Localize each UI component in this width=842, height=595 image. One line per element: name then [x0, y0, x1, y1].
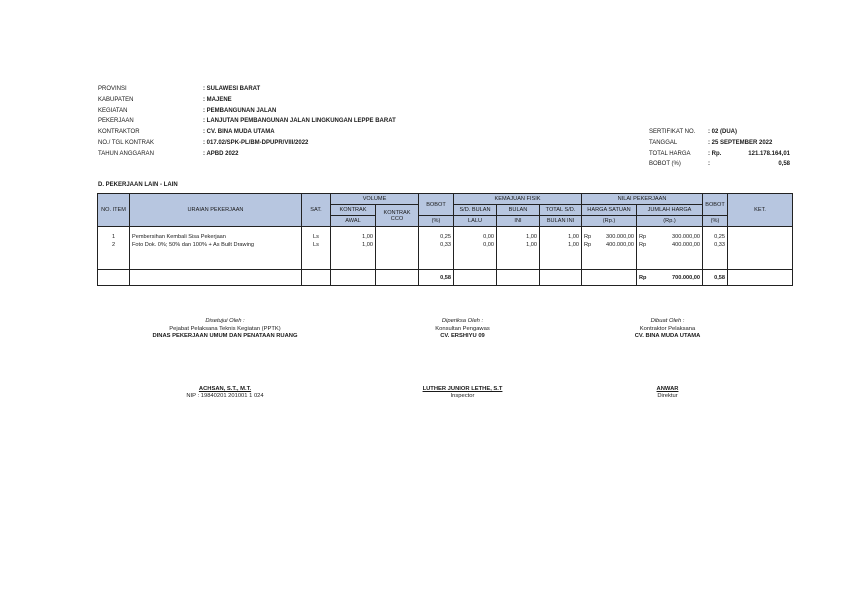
- col-header-kontrak-awal: KONTRAK: [331, 205, 376, 216]
- col-header-rp-2: (Rp.): [637, 216, 703, 227]
- header-info-right: [649, 127, 790, 170]
- header-row-kabupaten: KABUPATEN : MAJENE: [98, 96, 232, 103]
- col-header-sat: SAT.: [302, 194, 331, 227]
- table-padding: [98, 249, 793, 270]
- header-row-total-harga: TOTAL HARGA : Rp. 121.178.164,01: [649, 150, 790, 157]
- col-header-rp-1: (Rp.): [582, 216, 637, 227]
- header-row-bobot: BOBOT (%) : 0,58: [649, 161, 790, 168]
- col-header-kemajuan: KEMAJUAN FISIK: [454, 194, 582, 205]
- col-header-volume: VOLUME: [331, 194, 419, 205]
- header-row-kontraktor: KONTRAKTOR : CV. BINA MUDA UTAMA: [98, 129, 275, 136]
- section-title: D. PEKERJAAN LAIN - LAIN: [98, 182, 178, 188]
- col-header-sd-bulan: S/D. BULAN: [454, 205, 497, 216]
- header-row-tanggal: TANGGAL : 25 SEPTEMBER 2022: [649, 139, 773, 146]
- signature-kontraktor: Dibuat Oleh : Kontraktor Pelaksana CV. BINA MUDA UTAMA ANWAR Direktur: [634, 318, 701, 399]
- header-row-pekerjaan: PEKERJAAN : LANJUTAN PEMBANGUNAN JALAN LINGKUNGAN LEPPE BARAT: [98, 118, 396, 125]
- header-row-kegiatan: KEGIATAN : PEMBANGUNAN JALAN: [98, 107, 277, 114]
- table-row: 2 Foto Dok. 0%; 50% dan 100% + As Built Drawing Ls 1,00 0,33 0,00 1,00 1,00 Rp 400.000,00 Rp 400.000,00 0,33: [98, 241, 793, 249]
- col-header-bulan: BULAN: [497, 205, 540, 216]
- col-header-ket: KET.: [728, 194, 793, 227]
- col-header-harga-satuan: HARGA SATUAN: [582, 205, 637, 216]
- col-header-bobot2-pct: (%): [703, 216, 728, 227]
- table-total-row: 0,58 Rp 700.000,00 0,58: [98, 270, 793, 286]
- col-header-bobot-pct: (%): [419, 216, 454, 227]
- col-header-no: NO. ITEM: [98, 194, 130, 227]
- col-header-lalu: LALU: [454, 216, 497, 227]
- col-header-awal: AWAL: [331, 216, 376, 227]
- work-table: [97, 193, 793, 286]
- header-row-sertifikat: SERTIFIKAT NO. : 02 (DUA): [649, 129, 738, 135]
- header-row-kontrak: NO./ TGL KONTRAK : 017.02/SPK-PL/BM-DPUPR/VIII/2022: [98, 139, 309, 146]
- col-header-nilai: NILAI PEKERJAAN: [582, 194, 703, 205]
- table-row: 1 Pembersihan Kembali Sisa Pekerjaan Ls 1,00 0,25 0,00 1,00 1,00 Rp 300.000,00 Rp 300.000,00 0,25: [98, 233, 793, 241]
- header-row-provinsi: PROVINSI : SULAWESI BARAT: [98, 86, 261, 92]
- signature-konsultan: Diperiksa Oleh : Konsultan Pengawas CV. ERSHIYU 09 LUTHER JUNIOR LETHE, S.T Inspector: [422, 318, 503, 399]
- col-header-kontrak-cco: KONTRAK CCO: [376, 205, 419, 227]
- col-header-jumlah-harga: JUMLAH HARGA: [637, 205, 703, 216]
- col-header-bobot: BOBOT: [419, 194, 454, 216]
- header-info-left: [98, 84, 396, 160]
- col-header-total: TOTAL S/D.: [540, 205, 582, 216]
- col-header-bulan-ini: BULAN INI: [540, 216, 582, 227]
- col-header-uraian: URAIAN PEKERJAAN: [130, 194, 302, 227]
- col-header-bobot2: BOBOT: [703, 194, 728, 216]
- col-header-ini: INI: [497, 216, 540, 227]
- signature-pptk: Disetujui Oleh : Pejabat Pelaksana Teknis Kegiatan (PPTK) DINAS PEKERJAAN UMUM DAN PENATAAN RUANG ACHSAN, S.T., M.T. NIP : 19840201 201001 1 024: [152, 318, 298, 399]
- header-row-tahun: TAHUN ANGGARAN : APBD 2022: [98, 150, 239, 157]
